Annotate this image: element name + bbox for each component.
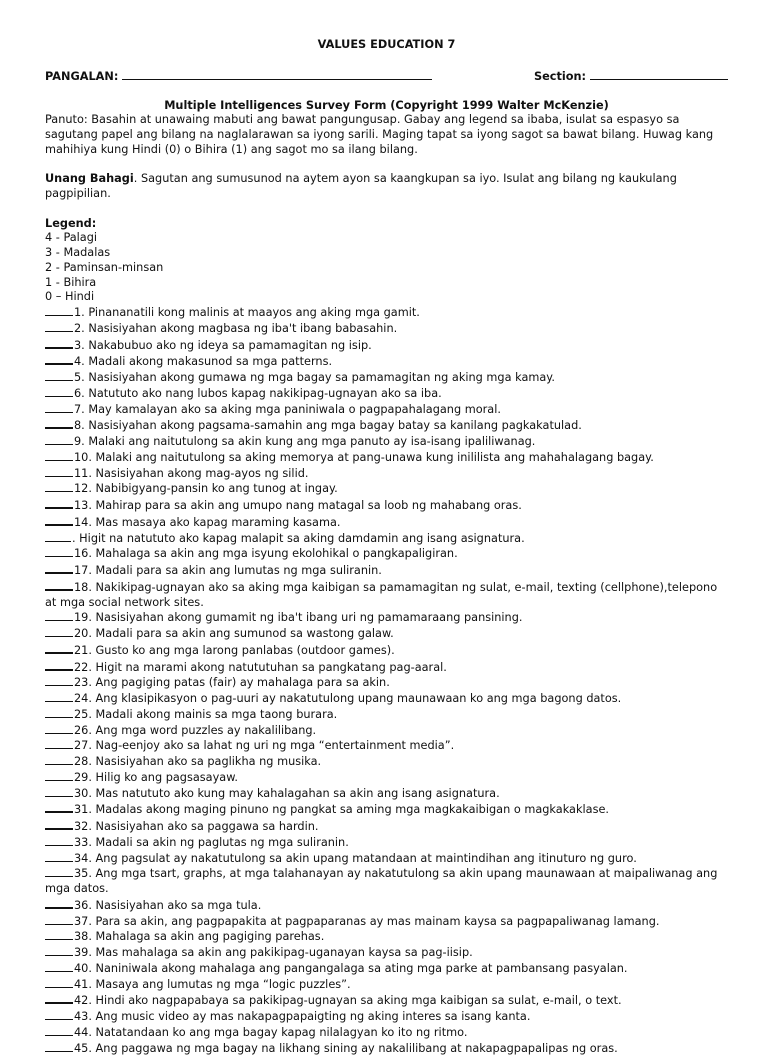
survey-item [45,1041,728,1056]
answer-blank-line[interactable] [45,929,73,940]
survey-item [45,386,728,402]
survey-item-text: 13. Mahirap para sa akin ang umupo nang matagal sa loob ng mahabang oras. [74,499,522,512]
answer-blank-line[interactable] [45,514,73,526]
legend-item: 3 - Madalas [45,246,728,261]
answer-blank-line[interactable] [45,579,73,591]
survey-item [45,353,728,370]
survey-item-text: 8. Nasisiyahan akong pagsama-samahin ang mga bagay batay sa kanilang pagkakatulad. [74,419,582,432]
survey-item [45,642,728,659]
answer-blank-line[interactable] [45,675,73,686]
survey-item-text: 19. Nasisiyahan akong gumamit ng iba't ibang uri ng pamamaraang pansining. [74,611,522,624]
answer-blank-line[interactable] [45,402,73,413]
survey-item-text: 37. Para sa akin, ang pagpapakita at pagpaparanas ay mas mainam kaysa sa pagpapaliwanag lamang. [74,915,659,928]
answer-blank-line[interactable] [45,897,73,909]
answer-blank-line[interactable] [45,386,73,397]
answer-blank-line[interactable] [45,626,73,637]
survey-item-text: 33. Madali sa akin ng paglutas ng mga suliranin. [74,836,349,849]
survey-item [45,929,728,945]
survey-item-text: 30. Mas natututo ako kung may kahalagahan sa akin ang isang asignatura. [74,787,500,800]
survey-item [45,1009,728,1025]
answer-blank-line[interactable] [45,659,73,671]
name-field [45,68,432,85]
answer-blank-line[interactable] [45,481,73,492]
survey-item-text: 45. Ang paggawa ng mga bagay na likhang sining ay nakalilibang at nakapagpapalipas ng oras. [74,1042,618,1055]
answer-blank-line[interactable] [45,466,73,477]
section-field [534,68,728,85]
answer-blank-line[interactable] [45,642,73,654]
answer-blank-line[interactable] [45,992,73,1004]
answer-blank-line[interactable] [45,786,73,797]
survey-item-text: 36. Nasisiyahan ako sa mga tula. [74,899,261,912]
survey-item [45,770,728,786]
survey-item-text: 4. Madali akong makasunod sa mga patterns. [74,355,332,368]
survey-item [45,466,728,482]
survey-item-text: 39. Mas mahalaga sa akin ang pakikipag-uganayan kaysa sa pag-iisip. [74,946,473,959]
survey-item [45,945,728,961]
answer-blank-line[interactable] [45,738,73,749]
survey-item-text: 9. Malaki ang naitutulong sa akin kung ang mga panuto ay isa-isang ipaliliwanag. [74,435,535,448]
answer-blank-line[interactable] [45,866,73,877]
answer-blank-line[interactable] [45,835,73,846]
answer-blank-line[interactable] [45,417,73,429]
answer-blank-line[interactable] [45,497,73,509]
answer-blank-line[interactable] [45,434,73,445]
legend-item: 1 - Bihira [45,276,728,291]
survey-item-text: 41. Masaya ang lumutas ng mga “logic puzzles”. [74,978,351,991]
survey-item [45,977,728,993]
survey-item [45,610,728,626]
answer-blank-line[interactable] [45,450,73,461]
answer-blank-line[interactable] [45,531,71,542]
answer-blank-line[interactable] [45,691,73,702]
survey-item-text: 23. Ang pagiging patas (fair) ay mahalaga para sa akin. [74,676,390,689]
answer-blank-line[interactable] [45,337,73,349]
survey-item-text: . Higit na natututo ako kapag malapit sa aking damdamin ang isang asignatura. [72,532,525,545]
legend-item: 2 - Paminsan-minsan [45,261,728,276]
survey-item-text: 38. Mahalaga sa akin ang pagiging parehas. [74,930,324,943]
survey-item [45,691,728,707]
survey-item [45,305,728,321]
survey-item [45,707,728,723]
survey-item [45,723,728,739]
survey-item-text: 20. Madali para sa akin ang sumunod sa wastong galaw. [74,627,394,640]
survey-item-text: 1. Pinananatili kong malinis at maayos ang aking mga gamit. [74,306,420,319]
answer-blank-line[interactable] [45,801,73,813]
survey-item [45,579,728,611]
answer-blank-line[interactable] [45,1041,73,1052]
survey-item [45,754,728,770]
answer-blank-line[interactable] [45,977,73,988]
survey-item-text: 27. Nag-eenjoy ako sa lahat ng uri ng mga “entertainment media”. [74,739,454,752]
survey-item [45,914,728,930]
survey-item-text: 16. Mahalaga sa akin ang mga isyung ekolohikal o pangkapaligiran. [74,547,458,560]
survey-item [45,434,728,450]
answer-blank-line[interactable] [45,610,73,621]
legend-label: Legend: [45,217,728,232]
name-label: PANGALAN: [45,70,118,83]
answer-blank-line[interactable] [45,1009,73,1020]
page-title: VALUES EDUCATION 7 [45,38,728,53]
legend-list [45,231,728,305]
survey-item-text: 18. Nakikipag-ugnayan ako sa aking mga kaibigan sa pamamagitan ng sulat, e-mail, texting (cellphone),telepono at mga social network sites. [45,581,717,609]
survey-item [45,402,728,418]
survey-item-text: 17. Madali para sa akin ang lumutas ng mga suliranin. [74,564,382,577]
survey-item-text: 2. Nasisiyahan akong magbasa ng iba't ibang babasahin. [74,322,397,335]
survey-item-text: 42. Hindi ako nagpapabaya sa pakikipag-ugnayan sa aking mga kaibigan sa sulat, e-mail, o text. [74,994,622,1007]
answer-blank-line[interactable] [45,305,73,316]
answer-blank-line[interactable] [45,945,73,956]
survey-item [45,738,728,754]
survey-item [45,321,728,337]
survey-item-text: 28. Nasisiyahan ako sa paglikha ng musika. [74,755,321,768]
survey-item [45,1025,728,1041]
survey-item [45,497,728,514]
survey-item-text: 7. May kamalayan ako sa aking mga paniniwala o pagpapahalagang moral. [74,403,501,416]
survey-item [45,337,728,354]
survey-item-text: 3. Nakabubuo ako ng ideya sa pamamagitan ng isip. [74,339,372,352]
survey-item-text: 5. Nasisiyahan akong gumawa ng mga bagay sa pamamagitan ng aking mga kamay. [74,371,555,384]
survey-item-text: 10. Malaki ang naitutulong sa aking memorya at pang-unawa kung inililista ang mahahalagang bagay. [74,451,654,464]
survey-item-text: 40. Naniniwala akong mahalaga ang pangangalaga sa ating mga parke at pambansang pasyalan. [74,962,628,975]
survey-item [45,562,728,579]
answer-blank-line[interactable] [45,546,73,557]
answer-blank-line[interactable] [45,723,73,734]
survey-item [45,514,728,531]
answer-blank-line[interactable] [45,770,73,781]
instructions: Panuto: Basahin at unawaing mabuti ang bawat pangungusap. Gabay ang legend sa ibaba, isulat sa espasyo sa sagutang papel ang bilang na naglalarawan sa iyong sarili. Maging tapat sa iyong sagot sa bawat bilang. Huwag kang mahihiya kung Hindi (0) o Bihira (1) ang sagot mo sa ilang bilang. [45,113,728,157]
survey-item-text: 21. Gusto ko ang mga larong panlabas (outdoor games). [74,644,395,657]
survey-item [45,370,728,386]
survey-item [45,961,728,977]
survey-item [45,626,728,642]
form-title: Multiple Intelligences Survey Form (Copyright 1999 Walter McKenzie) [45,99,728,114]
survey-item-text: 32. Nasisiyahan ako sa paggawa sa hardin. [74,820,318,833]
part1-text: . Sagutan ang sumusunod na aytem ayon sa kaangkupan sa iyo. Isulat ang bilang ng kaukulang pagpipilian. [45,172,677,200]
survey-item [45,675,728,691]
answer-blank-line[interactable] [45,562,73,574]
survey-item-text: 35. Ang mga tsart, graphs, at mga talahanayan ay nakatutulong sa akin upang maunawaan at maipaliwanag ang mga datos. [45,867,717,895]
survey-item [45,866,728,897]
survey-items-list [45,305,728,1056]
answer-blank-line[interactable] [45,707,73,718]
survey-item [45,786,728,802]
survey-item-text: 34. Ang pagsulat ay nakatutulong sa akin upang matandaan at maintindihan ang itinuturo ng guro. [74,852,637,865]
answer-blank-line[interactable] [45,370,73,381]
survey-item-text: 12. Nabibigyang-pansin ko ang tunog at ingay. [74,482,338,495]
survey-item-text: 11. Nasisiyahan akong mag-ayos ng silid. [74,467,308,480]
answer-blank-line[interactable] [45,353,73,365]
answer-blank-line[interactable] [45,818,73,830]
survey-item-text: 44. Natatandaan ko ang mga bagay kapag nilalagyan ko ito ng ritmo. [74,1026,467,1039]
section-label: Section: [534,70,586,83]
survey-item [45,417,728,434]
section-blank-line[interactable] [590,68,728,80]
survey-item [45,659,728,676]
survey-item-text: 25. Madali akong mainis sa mga taong burara. [74,708,337,721]
answer-blank-line[interactable] [45,851,73,862]
answer-blank-line[interactable] [45,754,73,765]
survey-item [45,818,728,835]
name-blank-line[interactable] [122,68,432,80]
legend-item: 0 – Hindi [45,290,728,305]
survey-item [45,546,728,562]
survey-item-text: 29. Hilig ko ang pagsasayaw. [74,771,238,784]
survey-item-text: 31. Madalas akong maging pinuno ng pangkat sa aming mga magkakaibigan o magkakaklase. [74,803,609,816]
survey-item-text: 24. Ang klasipikasyon o pag-uuri ay nakatutulong upang maunawaan ko ang mga bagong datos. [74,692,621,705]
survey-item-text: 14. Mas masaya ako kapag maraming kasama. [74,516,340,529]
survey-item-text: 26. Ang mga word puzzles ay nakalilibang. [74,724,316,737]
survey-item [45,531,728,547]
survey-item-text: 22. Higit na marami akong natututuhan sa pangkatang pag-aaral. [74,661,447,674]
part1-label: Unang Bahagi [45,172,134,185]
survey-item [45,801,728,818]
survey-item-text: 6. Natututo ako nang lubos kapag nakikipag-ugnayan ako sa iba. [74,387,442,400]
answer-blank-line[interactable] [45,914,73,925]
answer-blank-line[interactable] [45,1025,73,1036]
part1-instruction [45,172,728,202]
survey-item [45,851,728,867]
answer-blank-line[interactable] [45,321,73,332]
survey-item [45,897,728,914]
legend-item: 4 - Palagi [45,231,728,246]
survey-item [45,835,728,851]
survey-item-text: 43. Ang music video ay mas nakapagpapaigting ng aking interes sa isang kanta. [74,1010,530,1023]
answer-blank-line[interactable] [45,961,73,972]
survey-item [45,450,728,466]
name-section-row [45,68,728,85]
survey-item [45,992,728,1009]
survey-item [45,481,728,497]
